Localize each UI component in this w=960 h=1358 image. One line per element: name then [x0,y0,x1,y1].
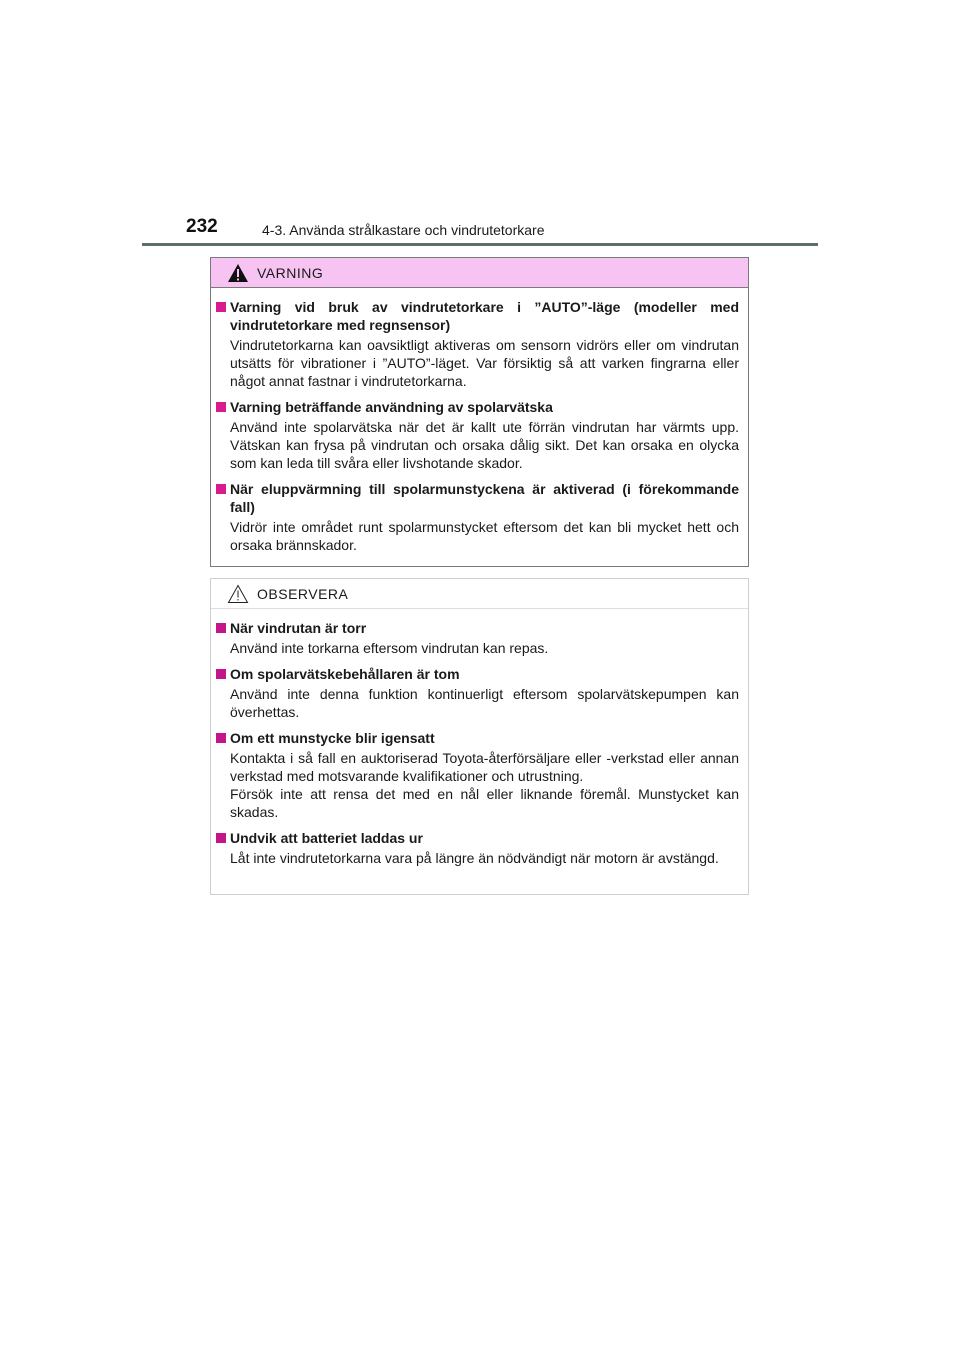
notice-item-title-text: Om spolarvätskebehållaren är tom [230,666,460,682]
notice-item [216,665,739,721]
warning-item-title-text: Varning beträffande användning av spolarvätska [230,399,553,415]
section-title: 4-3. Använda strålkastare och vindrutetorkare [262,222,545,238]
notice-item-title [216,665,739,683]
warning-item-title-text: Varning vid bruk av vindrutetorkare i ”AUTO”-läge (modeller med vindrutetorkare med regnsensor) [230,299,739,333]
square-bullet-icon [216,623,226,633]
warning-item [216,298,739,390]
warning-box-header [211,258,748,288]
square-bullet-icon [216,302,226,312]
page-number: 232 [186,216,218,237]
notice-item [216,829,739,867]
header-rule [142,243,818,246]
warning-item-title [216,398,739,416]
square-bullet-icon [216,733,226,743]
notice-box-header [211,579,748,609]
square-bullet-icon [216,833,226,843]
warning-item [216,398,739,472]
notice-box [210,578,749,895]
warning-triangle-icon [227,263,249,283]
page-header [0,0,960,250]
notice-item-title [216,829,739,847]
notice-item-text: Låt inte vindrutetorkarna vara på längre än nödvändigt när motorn är avstängd. [230,850,719,866]
notice-label: OBSERVERA [257,585,349,602]
notice-item-title [216,729,739,747]
notice-item-title-text: När vindrutan är torr [230,620,367,636]
warning-item-text: Vidrör inte området runt spolarmunstycket eftersom det kan bli mycket hett och orsaka brännskador. [230,519,739,553]
warning-box-body [211,288,748,554]
square-bullet-icon [216,402,226,412]
warning-item-title-text: När eluppvärmning till spolarmunstyckena är aktiverad (i förekommande fall) [230,481,739,515]
warning-box [210,257,749,567]
notice-item-text: Använd inte denna funktion kontinuerligt eftersom spolarvätskepumpen kan överhettas. [230,686,739,720]
warning-item-text: Använd inte spolarvätska när det är kallt ute förrän vindrutan har värmts upp. Vätskan kan frysa på vindrutan och orsaka dålig sikt. Det kan orsaka en olycka som kan leda till svåra eller livshotande skador. [230,419,739,471]
warning-item [216,480,739,554]
notice-item-title [216,619,739,637]
notice-item-text: Använd inte torkarna eftersom vindrutan kan repas. [230,640,549,656]
warning-label: VARNING [257,264,324,281]
square-bullet-icon [216,669,226,679]
notice-item-title-text: Om ett munstycke blir igensatt [230,730,435,746]
warning-item-title [216,480,739,516]
notice-item [216,729,739,821]
warning-item-title [216,298,739,334]
caution-triangle-icon [227,584,249,604]
notice-item-title-text: Undvik att batteriet laddas ur [230,830,423,846]
warning-item-text: Vindrutetorkarna kan oavsiktligt aktiveras om sensorn vidrörs eller om vindrutan utsätts för vibrationer i ”AUTO”-läget. Var försiktig så att varken fingrarna eller något annat fastnar i vindrutetorkarna. [230,337,739,389]
notice-item-text: Kontakta i så fall en auktoriserad Toyota-återförsäljare eller -verkstad eller annan verkstad med motsvarande kvalifikationer och utrustning. Försök inte att rensa det med en nål eller liknande föremål. Munstycket kan skadas. [230,750,739,820]
square-bullet-icon [216,484,226,494]
notice-item [216,619,739,657]
notice-box-body [211,609,748,867]
